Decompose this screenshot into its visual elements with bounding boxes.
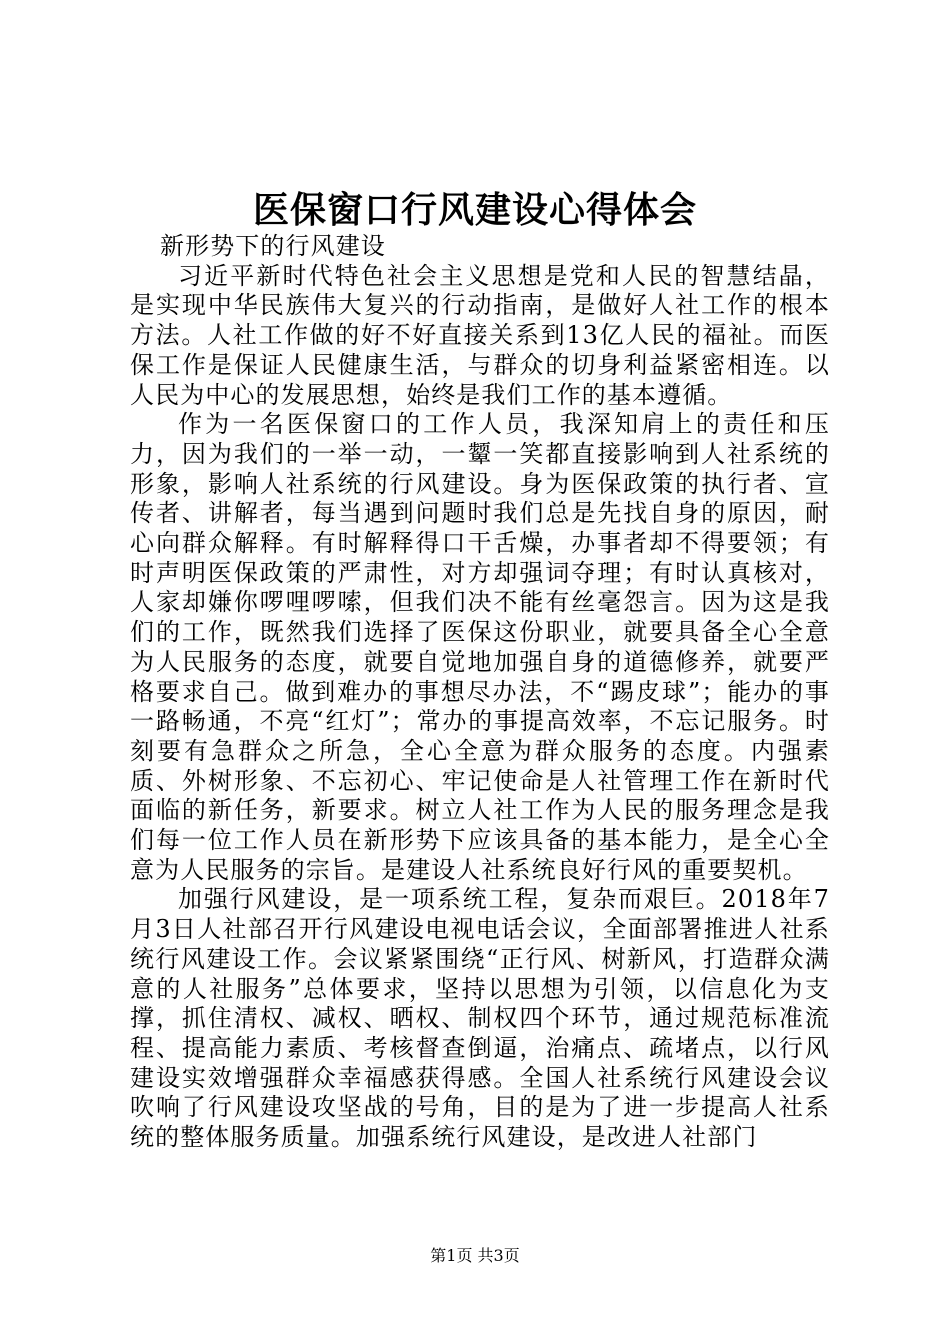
document-title: 医保窗口行风建设心得体会 xyxy=(252,189,697,231)
document-body xyxy=(130,232,830,1153)
paragraph-1: 习近平新时代特色社会主义思想是党和人民的智慧结晶，是实现中华民族伟大复兴的行动指南，是做好人社工作的根本方法。人社工作做的好不好直接关系到13亿人民的福祉。而医保工作是保证人民健康生活，与群众的切身利益紧密相连。以人民为中心的发展思想，始终是我们工作的基本遵循。 xyxy=(130,261,830,409)
paragraph-3: 加强行风建设，是一项系统工程，复杂而艰巨。2018年7月3日人社部召开行风建设电视电话会议，全面部署推进人社系统行风建设工作。会议紧紧围绕“正行风、树新风，打造群众满意的人社服务”总体要求，坚持以思想为引领，以信息化为支撑，抓住清权、减权、晒权、制权四个环节，通过规范标准流程、提高能力素质、考核督查倒逼，治痛点、疏堵点，以行风建设实效增强群众幸福感获得感。全国人社系统行风建设会议吹响了行风建设攻坚战的号角，目的是为了进一步提高人社系统的整体服务质量。加强系统行风建设，是改进人社部门 xyxy=(130,885,830,1152)
page-footer: 第1页 共3页 xyxy=(430,1246,520,1265)
section-subtitle: 新形势下的行风建设 xyxy=(160,232,386,260)
paragraph-2: 作为一名医保窗口的工作人员，我深知肩上的责任和压力，因为我们的一举一动，一颦一笑都直接影响到人社系统的形象，影响人社系统的行风建设。身为医保政策的执行者、宣传者、讲解者，每当遇到问题时我们总是先找自身的原因，耐心向群众解释。有时解释得口干舌燥，办事者却不得要领；有时声明医保政策的严肃性，对方却强词夺理；有时认真核对，人家却嫌你啰哩啰嗦，但我们决不能有丝毫怨言。因为这是我们的工作，既然我们选择了医保这份职业，就要具备全心全意为人民服务的态度，就要自觉地加强自身的道德修养，就要严格要求自己。做到难办的事想尽办法，不“踢皮球”；能办的事一路畅通，不亮“红灯”；常办的事提高效率，不忘记服务。时刻要有急群众之所急，全心全意为群众服务的态度。内强素质、外树形象、不忘初心、牢记使命是人社管理工作在新时代面临的新任务，新要求。树立人社工作为人民的服务理念是我们每一位工作人员在新形势下应该具备的基本能力，是全心全意为人民服务的宗旨。是建设人社系统良好行风的重要契机。 xyxy=(130,410,830,884)
